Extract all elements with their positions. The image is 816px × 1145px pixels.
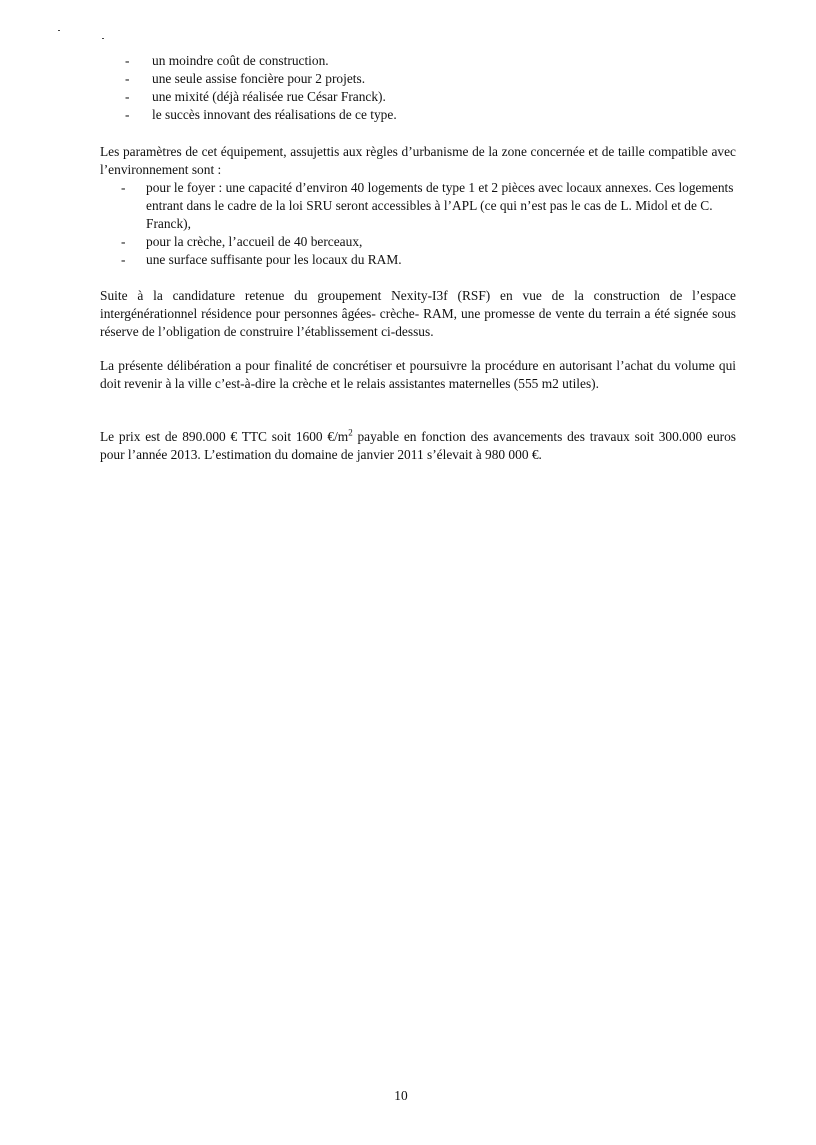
scan-artifact-dot bbox=[58, 30, 60, 31]
list-item bbox=[100, 70, 736, 88]
bullet-dash: - bbox=[121, 180, 126, 195]
page-number-text: 10 bbox=[394, 1088, 408, 1103]
bullet-dash: - bbox=[125, 107, 130, 122]
prix-text-end: payable en fonction des avancements des travaux soit 300.000 euros pour l’année 2013. L’estimation du domaine de janvier 2011 s’élevait à 980 000 €. bbox=[100, 429, 736, 462]
bullet-dash: - bbox=[121, 234, 126, 249]
list-item bbox=[100, 52, 736, 70]
superscript-squared: 2 bbox=[348, 427, 353, 438]
bullet-dash: - bbox=[121, 252, 126, 267]
list-item bbox=[100, 106, 736, 124]
params-paragraph: Les paramètres de cet équipement, assujettis aux règles d’urbanisme de la zone concernée et de taille compatible avec l’environnement sont : bbox=[100, 144, 736, 177]
params-bullet-list bbox=[100, 179, 736, 269]
list-item-text: un moindre coût de construction. bbox=[152, 53, 329, 68]
prix-text-start: Le prix est de 890.000 € TTC soit 1600 €/m bbox=[100, 429, 349, 444]
list-item bbox=[100, 233, 736, 251]
intro-bullet-list bbox=[100, 52, 736, 124]
bullet-dash: - bbox=[125, 89, 130, 104]
list-item-text: pour le foyer : une capacité d’environ 40 logements de type 1 et 2 pièces avec locaux annexes. Ces logements entrant dans le cadre de la loi SRU seront accessibles à l’APL (ce qui n’est pas le cas de L. Midol et de C. Franck), bbox=[146, 180, 734, 231]
list-item-text: pour la crèche, l’accueil de 40 berceaux, bbox=[146, 234, 363, 249]
bullet-dash: - bbox=[125, 53, 130, 68]
page-number bbox=[0, 1088, 816, 1104]
scan-artifact-dot bbox=[102, 38, 104, 39]
suite-paragraph: Suite à la candidature retenue du groupement Nexity-I3f (RSF) en vue de la construction de l’espace intergénérationnel résidence pour personnes âgées- crèche- RAM, une promesse de vente du terrain a été signée sous réserve de l’obligation de construire l’établissement ci-dessus. bbox=[100, 288, 736, 339]
list-item-text: une surface suffisante pour les locaux du RAM. bbox=[146, 252, 402, 267]
bullet-dash: - bbox=[125, 71, 130, 86]
presente-paragraph: La présente délibération a pour finalité de concrétiser et poursuivre la procédure en autorisant l’achat du volume qui doit revenir à la ville c’est-à-dire la crèche et le relais assistantes maternelles (555 m2 utiles). bbox=[100, 358, 736, 391]
list-item bbox=[100, 251, 736, 269]
list-item-text: le succès innovant des réalisations de ce type. bbox=[152, 107, 397, 122]
list-item bbox=[100, 88, 736, 106]
list-item-text: une mixité (déjà réalisée rue César Franck). bbox=[152, 89, 386, 104]
list-item bbox=[100, 179, 736, 233]
prix-paragraph bbox=[100, 428, 736, 464]
list-item-text: une seule assise foncière pour 2 projets. bbox=[152, 71, 366, 86]
